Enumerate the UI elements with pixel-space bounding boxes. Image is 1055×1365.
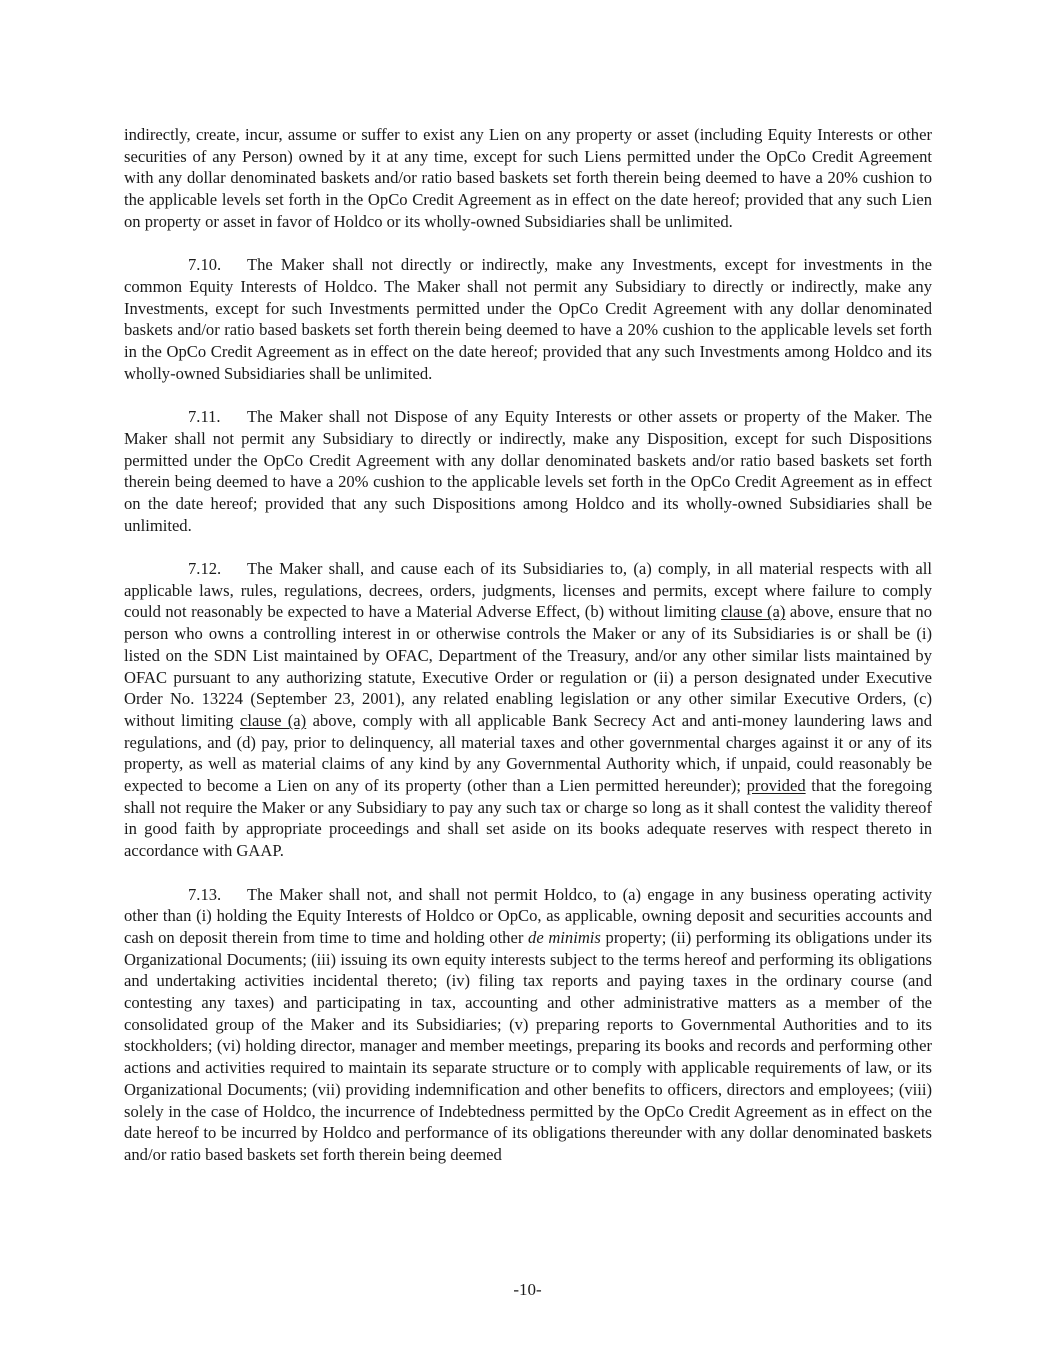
section-text-part1: The Maker shall, and cause each of its Subsidiaries to, (a) comply, in all material respects with all applicable laws, rules, regulations, decrees, orders, judgments, licenses and permits, except where failure to comply could not reasonably be expected to have a Material Adverse Effect, (b) without limiting (124, 559, 932, 622)
document-body (124, 124, 932, 1187)
section-text-part1: The Maker shall not, and shall not permit Holdco, to (a) engage in any business operating activity other than (i) holding the Equity Interests of Holdco or OpCo, as applicable, owning deposit and securities accounts and cash on deposit therein from time to time and holding other (124, 884, 932, 947)
section-text-part2: above, ensure that no person who owns a controlling interest in or otherwise controls the Maker or any of its Subsidiaries is or shall be (i) listed on the SDN List maintained by OFAC, Department of the Treasury, and/or any other similar lists maintained by OFAC pursuant to any authorizing statute, Executive Order or regulation or (ii) a person designated under Executive Order No. 13224 (September 23, 2001), any related enabling legislation or any other similar Executive Orders, (c) without limiting (124, 602, 933, 730)
provided-term: provided (746, 776, 806, 796)
section-text-part2: property; (ii) performing its obligations under its Organizational Documents; (iii) issuing its own equity interests subject to the terms hereof and performing its obligations and undertaking activities incidental thereto; (iv) filing tax reports and paying taxes in the ordinary course (and contesting any taxes) and participating in tax, accounting and other administrative matters as a member of the consolidated group of the Maker and its Subsidiaries; (v) preparing reports to Governmental Authorities and to its stockholders; (vi) holding director, manager and member meetings, preparing its books and records and performing other actions and activities required to maintain its separate structure or to comply with applicable requirements of law, or its Organizational Documents; (vii) providing indemnification and other benefits to officers, directors and employees; (viii) solely in the case of Holdco, the incurrence of Indebtedness permitted by the OpCo Credit Agreement as in effect on the date hereof to be incurred by Holdco and performance of its obligations thereunder with any dollar denominated baskets and/or ratio based baskets set forth therein being deemed (124, 927, 932, 1164)
section-7-11 (124, 406, 932, 536)
clause-a-reference: clause (a) (720, 602, 786, 622)
de-minimis-term: de minimis (528, 927, 601, 947)
section-text-part3: above, comply with all applicable Bank Secrecy Act and anti-money laundering laws and regulations, and (d) pay, prior to delinquency, all material taxes and other governmental charges against it or any of its property, as well as material claims of any kind by any Governmental Authority which, if unpaid, could reasonably be expected to become a Lien on any of its property (other than a Lien permitted hereunder); (124, 710, 933, 796)
section-number: 7.13. (188, 884, 222, 904)
section-text: The Maker shall not Dispose of any Equity Interests or other assets or property of the Maker. The Maker shall not permit any Subsidiary to directly or indirectly, make any Disposition, except for such Dispositions permitted under the OpCo Credit Agreement with any dollar denominated baskets and/or ratio based baskets set forth therein being deemed to have a 20% cushion to the applicable levels set forth in the OpCo Credit Agreement as in effect on the date hereof; provided that any such Dispositions among Holdco and its wholly-owned Subsidiaries shall be unlimited. (124, 407, 932, 535)
paragraph-continuation (124, 124, 932, 233)
section-number: 7.10. (188, 255, 222, 275)
section-7-13 (124, 884, 932, 1166)
section-number: 7.12. (188, 559, 222, 579)
section-text: The Maker shall not directly or indirectly, make any Investments, except for investments in the common Equity Interests of Holdco. The Maker shall not permit any Subsidiary to directly or indirectly, make any Investments, except for such Investments permitted under the OpCo Credit Agreement with any dollar denominated baskets and/or ratio based baskets set forth therein being deemed to have a 20% cushion to the applicable levels set forth in the OpCo Credit Agreement as in effect on the date hereof; provided that any such Investments among Holdco and its wholly-owned Subsidiaries shall be unlimited. (124, 255, 932, 383)
section-text-part4: that the foregoing shall not require the Maker or any Subsidiary to pay any such tax or charge so long as it shall contest the validity thereof in good faith by appropriate proceedings and shall set aside on its books adequate reserves with respect thereto in accordance with GAAP. (124, 776, 933, 861)
section-7-10 (124, 254, 932, 384)
page-number: -10- (513, 1280, 542, 1299)
paragraph-text: indirectly, create, incur, assume or suffer to exist any Lien on any property or asset (including Equity Interests or other securities of any Person) owned by it at any time, except for such Liens permitted under the OpCo Credit Agreement with any dollar denominated baskets and/or ratio based baskets set forth therein being deemed to have a 20% cushion to the applicable levels set forth in the OpCo Credit Agreement as in effect on the date hereof; provided that any such Lien on property or asset in favor of Holdco or its wholly-owned Subsidiaries shall be unlimited. (124, 125, 932, 231)
clause-a-reference: clause (a) (239, 710, 307, 730)
section-number: 7.11. (188, 407, 221, 427)
section-7-12 (124, 558, 932, 862)
